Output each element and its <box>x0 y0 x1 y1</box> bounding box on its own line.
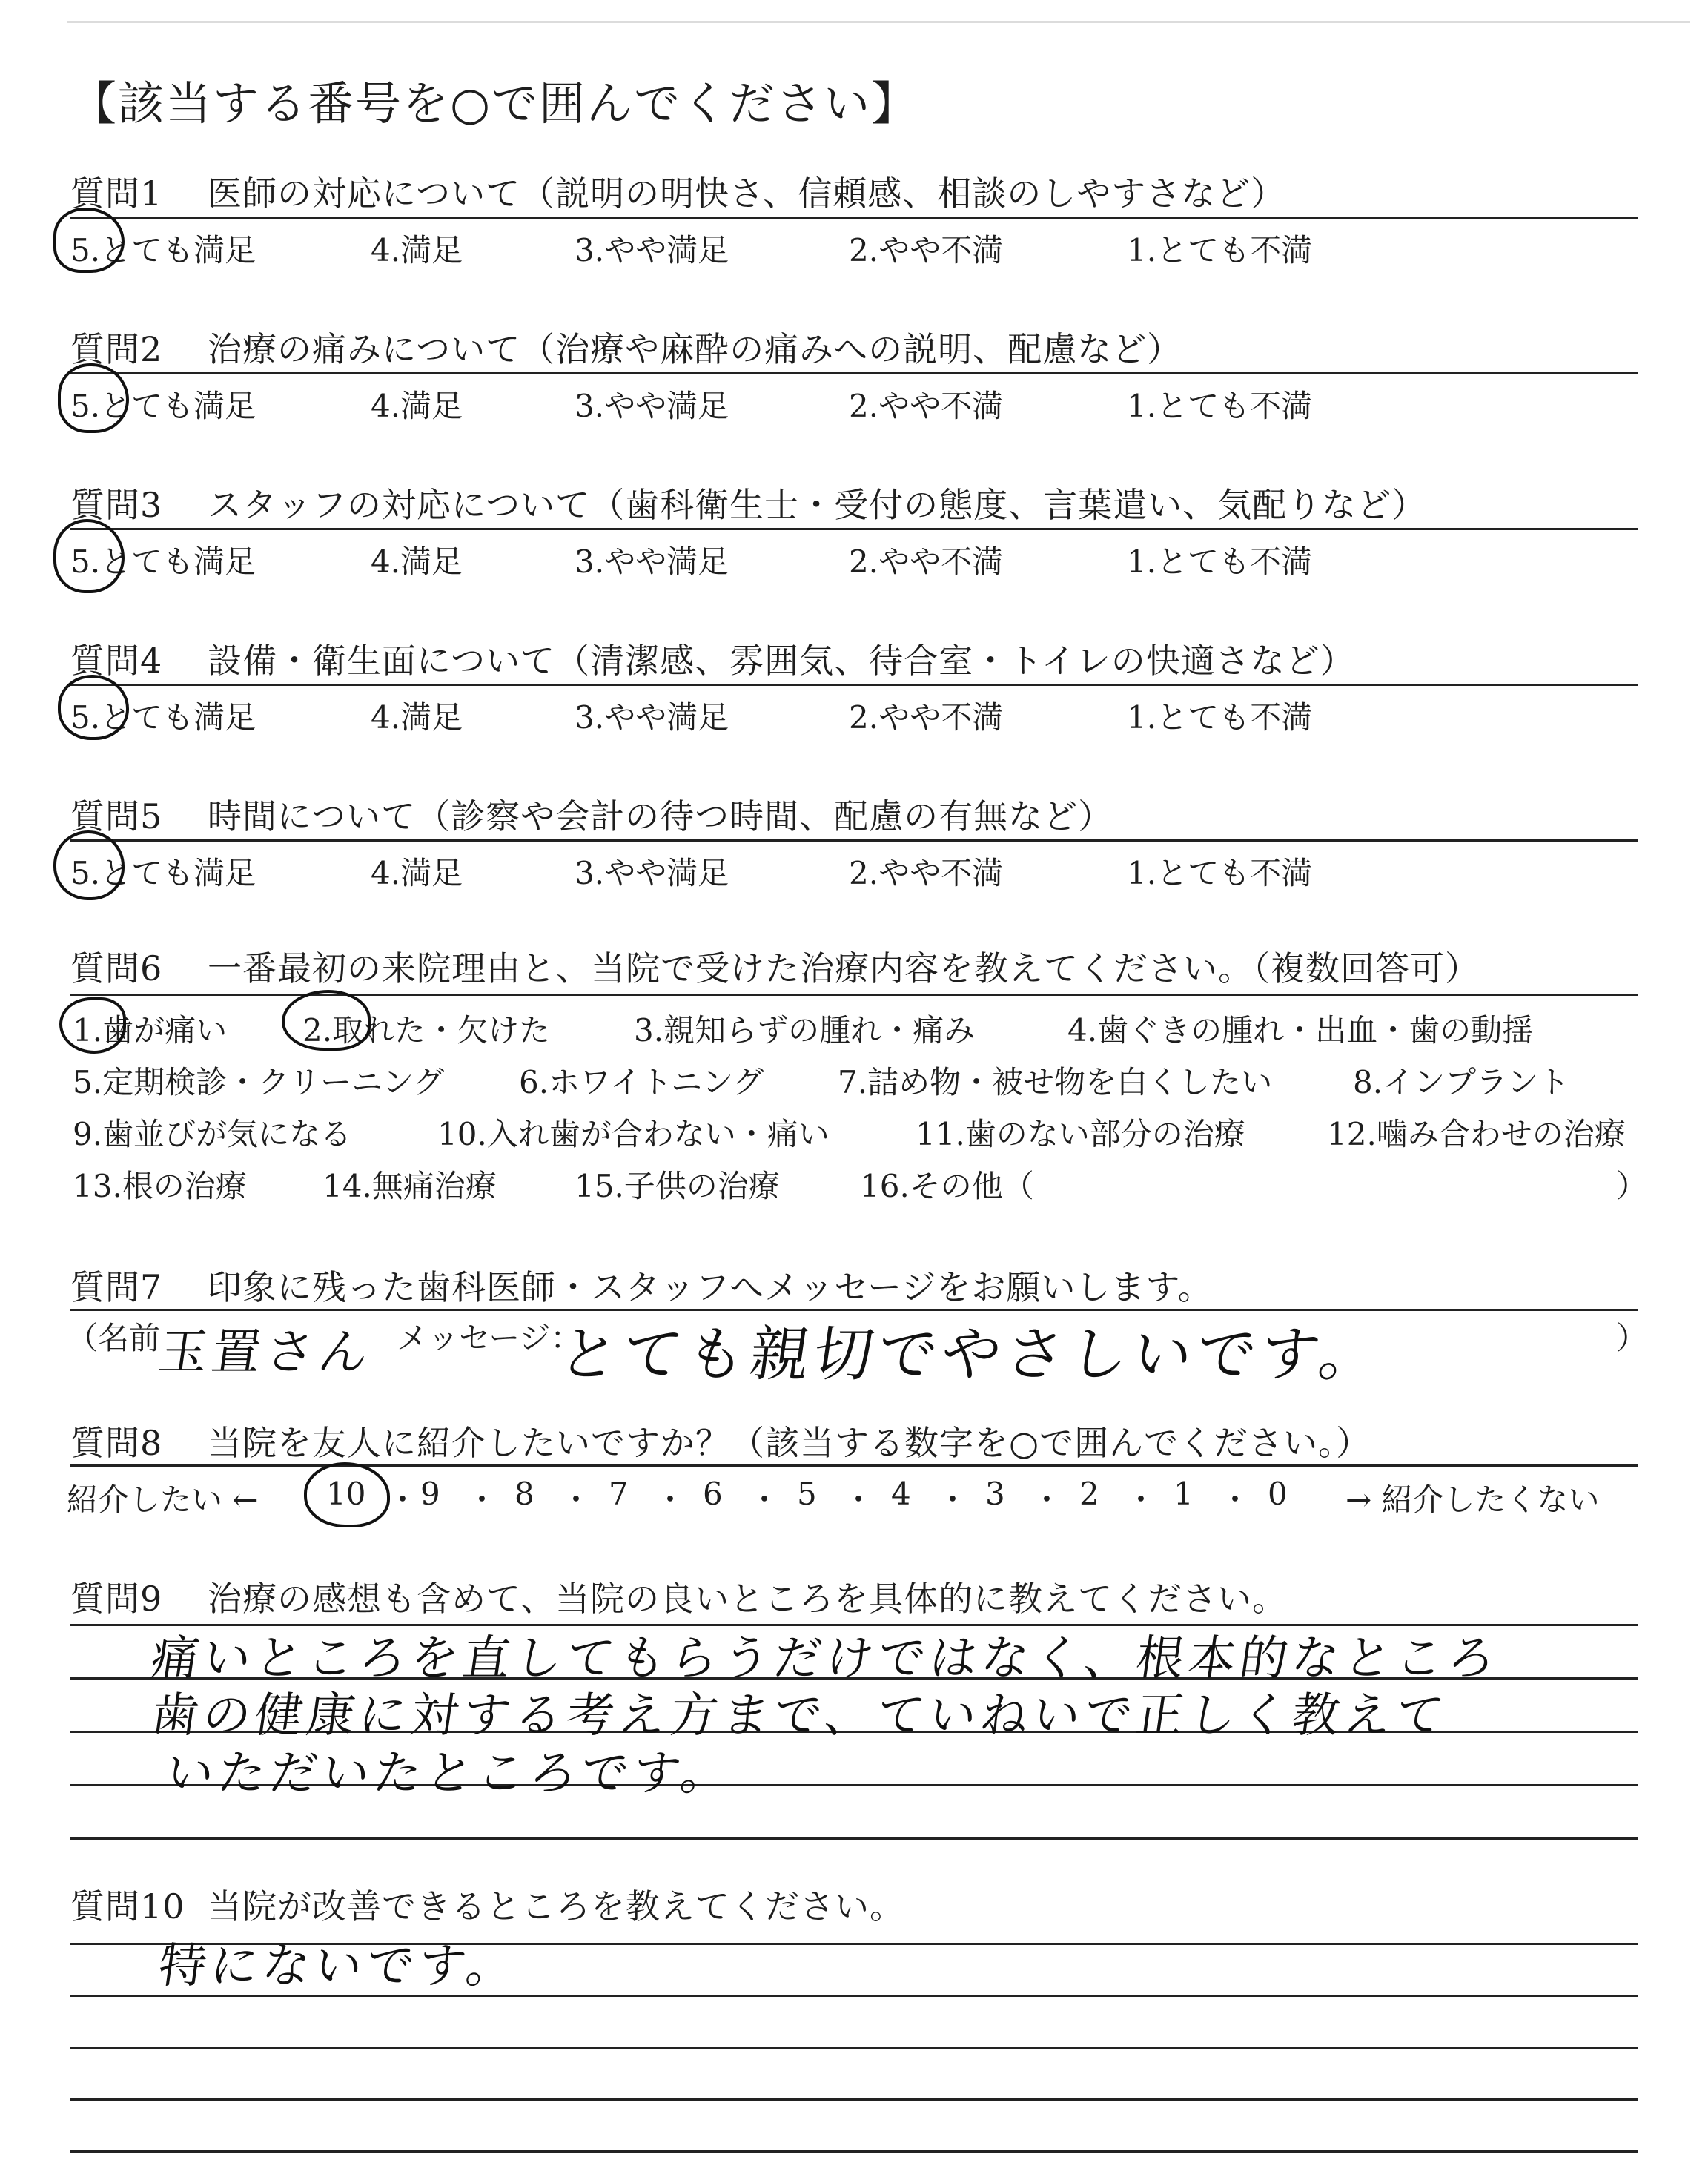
q8-score-7[interactable]: 7 <box>609 1476 629 1512</box>
q6-option-14[interactable]: 14.無痛治療 <box>322 1168 497 1204</box>
q7-message-value[interactable]: とても親切でやさしいです。 <box>554 1320 1388 1389</box>
q1-rule <box>70 217 1638 219</box>
q8-score-6[interactable]: 6 <box>703 1476 723 1512</box>
q2-option-3[interactable]: 3.やや満足 <box>575 388 729 424</box>
q8-scale-separator: ・ <box>466 1482 498 1518</box>
q8-scale-separator: ・ <box>1219 1482 1251 1518</box>
q2-option-2[interactable]: 2.やや不満 <box>849 388 1004 424</box>
q2-selected-circle <box>58 363 129 433</box>
q8-rule <box>70 1464 1638 1467</box>
q6-option-10[interactable]: 10.入れ歯が合わない・痛い <box>437 1116 830 1152</box>
q9-label: 質問9 <box>70 1579 163 1619</box>
q7-text: 印象に残った歯科医師・スタッフへメッセージをお願いします。 <box>208 1267 1213 1307</box>
q6-option-4[interactable]: 4.歯ぐきの腫れ・出血・歯の動揺 <box>1068 1012 1534 1048</box>
q7-close: ） <box>1616 1320 1648 1356</box>
q10-text: 当院が改善できるところを教えてください。 <box>208 1886 904 1926</box>
q4-option-1[interactable]: 1.とても不満 <box>1127 699 1313 736</box>
q4-label: 質問4 <box>70 641 163 681</box>
q8-scale-separator: ・ <box>1125 1482 1157 1518</box>
q9-answer-line-1[interactable]: 痛いところを直してもらうだけではなく、根本的なところ <box>147 1631 1504 1686</box>
q7-message-label: メッセージ： <box>397 1320 582 1356</box>
q3-rule <box>70 528 1638 530</box>
q1-option-3[interactable]: 3.やや満足 <box>575 232 729 268</box>
q6-option-13[interactable]: 13.根の治療 <box>73 1168 247 1204</box>
q5-option-1[interactable]: 1.とても不満 <box>1127 855 1313 891</box>
q5-option-2[interactable]: 2.やや不満 <box>849 855 1004 891</box>
q8-score-9[interactable]: 9 <box>420 1476 440 1512</box>
q6-option-15[interactable]: 15.子供の治療 <box>575 1168 780 1204</box>
q4-option-3[interactable]: 3.やや満足 <box>575 699 729 736</box>
q8-score-0[interactable]: 0 <box>1268 1476 1288 1512</box>
q4-option-4[interactable]: 4.満足 <box>371 699 463 736</box>
q5-label: 質問5 <box>70 796 163 836</box>
q5-text: 時間について（診察や会計の待つ時間、配慮の有無など） <box>208 796 1113 836</box>
q3-label: 質問3 <box>70 485 163 525</box>
q2-option-4[interactable]: 4.満足 <box>371 388 463 424</box>
q3-option-1[interactable]: 1.とても不満 <box>1127 544 1313 580</box>
q1-label: 質問1 <box>70 174 163 214</box>
q4-selected-circle <box>58 675 129 740</box>
q6-option-2[interactable]: 2.取れた・欠けた <box>302 1012 551 1048</box>
q6-option-7[interactable]: 7.詰め物・被せ物を白くしたい <box>838 1064 1273 1100</box>
q2-text: 治療の痛みについて（治療や麻酔の痛みへの説明、配慮など） <box>208 329 1182 369</box>
q9-line-5 <box>70 1837 1638 1840</box>
q8-scale-separator: ・ <box>655 1482 686 1518</box>
q9-answer-line-3[interactable]: いただいたところです。 <box>162 1746 737 1801</box>
page-title: 【該当する番号を○で囲んでください】 <box>70 76 919 131</box>
q10-line-3 <box>70 2047 1638 2049</box>
q3-text: スタッフの対応について（歯科衛生士・受付の態度、言葉遣い、気配りなど） <box>208 485 1427 525</box>
q7-name-value[interactable]: 玉置さん <box>154 1324 377 1381</box>
q6-option-9[interactable]: 9.歯並びが気になる <box>73 1116 352 1152</box>
q8-text: 当院を友人に紹介したいですか？（該当する数字を○で囲んでください。） <box>208 1423 1371 1463</box>
q1-option-4[interactable]: 4.満足 <box>371 232 463 268</box>
q8-scale-separator: ・ <box>560 1482 592 1518</box>
q3-option-2[interactable]: 2.やや不満 <box>849 544 1004 580</box>
q8-scale-separator: ・ <box>843 1482 875 1518</box>
top-border <box>67 21 1690 23</box>
q5-option-5[interactable]: 5.とても満足 <box>70 855 256 891</box>
q8-scale-separator: ・ <box>937 1482 969 1518</box>
q6-selected-circle-2 <box>282 990 371 1051</box>
q8-score-3[interactable]: 3 <box>985 1476 1005 1512</box>
q10-answer-line-1[interactable]: 特にないです。 <box>154 1939 523 1994</box>
q7-label: 質問7 <box>70 1267 163 1307</box>
q2-option-5[interactable]: 5.とても満足 <box>70 388 256 424</box>
q5-option-3[interactable]: 3.やや満足 <box>575 855 729 891</box>
q8-score-4[interactable]: 4 <box>891 1476 911 1512</box>
q6-text: 一番最初の来院理由と、当院で受けた治療内容を教えてください。（複数回答可） <box>208 948 1480 988</box>
q1-selected-circle <box>53 208 125 273</box>
q4-rule <box>70 684 1638 686</box>
q1-text: 医師の対応について（説明の明快さ、信頼感、相談のしやすさなど） <box>208 174 1286 214</box>
q8-score-10[interactable]: 10 <box>326 1476 366 1512</box>
q3-option-5[interactable]: 5.とても満足 <box>70 544 256 580</box>
q6-option-5[interactable]: 5.定期検診・クリーニング <box>73 1064 445 1100</box>
q6-option-16[interactable]: 16.その他（ <box>860 1168 1034 1204</box>
q6-option-11[interactable]: 11.歯のない部分の治療 <box>916 1116 1245 1152</box>
q6-option-3[interactable]: 3.親知らずの腫れ・痛み <box>634 1012 976 1048</box>
q4-option-2[interactable]: 2.やや不満 <box>849 699 1004 736</box>
q10-line-5 <box>70 2150 1638 2153</box>
q1-option-1[interactable]: 1.とても不満 <box>1127 232 1313 268</box>
q8-score-5[interactable]: 5 <box>797 1476 817 1512</box>
q5-selected-circle <box>53 830 125 900</box>
q8-selected-circle <box>304 1462 390 1527</box>
q1-option-5[interactable]: 5.とても満足 <box>70 232 256 268</box>
q6-option-1[interactable]: 1.歯が痛い <box>73 1012 228 1048</box>
q8-scale-separator: ・ <box>1031 1482 1063 1518</box>
q8-score-1[interactable]: 1 <box>1174 1476 1194 1512</box>
q4-text: 設備・衛生面について（清潔感、雰囲気、待合室・トイレの快適さなど） <box>208 641 1355 681</box>
q7-name-label: （名前 <box>67 1320 161 1356</box>
q4-option-5[interactable]: 5.とても満足 <box>70 699 256 736</box>
q2-rule <box>70 372 1638 374</box>
q3-selected-circle <box>53 519 125 593</box>
q10-line-4 <box>70 2098 1638 2101</box>
q5-option-4[interactable]: 4.満足 <box>371 855 463 891</box>
q9-answer-line-2[interactable]: 歯の健康に対する考え方まで、ていねいで正しく教えて <box>147 1688 1452 1743</box>
q6-option-6[interactable]: 6.ホワイトニング <box>519 1064 764 1100</box>
q8-right-label: → 紹介したくない <box>1345 1482 1600 1518</box>
q6-label: 質問6 <box>70 948 163 988</box>
q1-option-2[interactable]: 2.やや不満 <box>849 232 1004 268</box>
q8-label: 質問8 <box>70 1423 163 1463</box>
q8-scale-separator: ・ <box>387 1482 419 1518</box>
q6-option-8[interactable]: 8.インプラント <box>1353 1064 1570 1100</box>
q8-score-2[interactable]: 2 <box>1079 1476 1099 1512</box>
q5-rule <box>70 839 1638 842</box>
q8-score-8[interactable]: 8 <box>514 1476 534 1512</box>
q8-scale-separator: ・ <box>749 1482 781 1518</box>
q6-option-16-close: ） <box>1616 1168 1648 1204</box>
q2-label: 質問2 <box>70 329 163 369</box>
q9-text: 治療の感想も含めて、当院の良いところを具体的に教えてください。 <box>208 1579 1288 1619</box>
q3-option-4[interactable]: 4.満足 <box>371 544 463 580</box>
q8-left-label: 紹介したい ← <box>67 1482 259 1518</box>
q3-option-3[interactable]: 3.やや満足 <box>575 544 729 580</box>
q6-option-12[interactable]: 12.噛み合わせの治療 <box>1327 1116 1626 1152</box>
q6-selected-circle-1 <box>59 997 126 1054</box>
q2-option-1[interactable]: 1.とても不満 <box>1127 388 1313 424</box>
q10-label: 質問10 <box>70 1886 185 1926</box>
